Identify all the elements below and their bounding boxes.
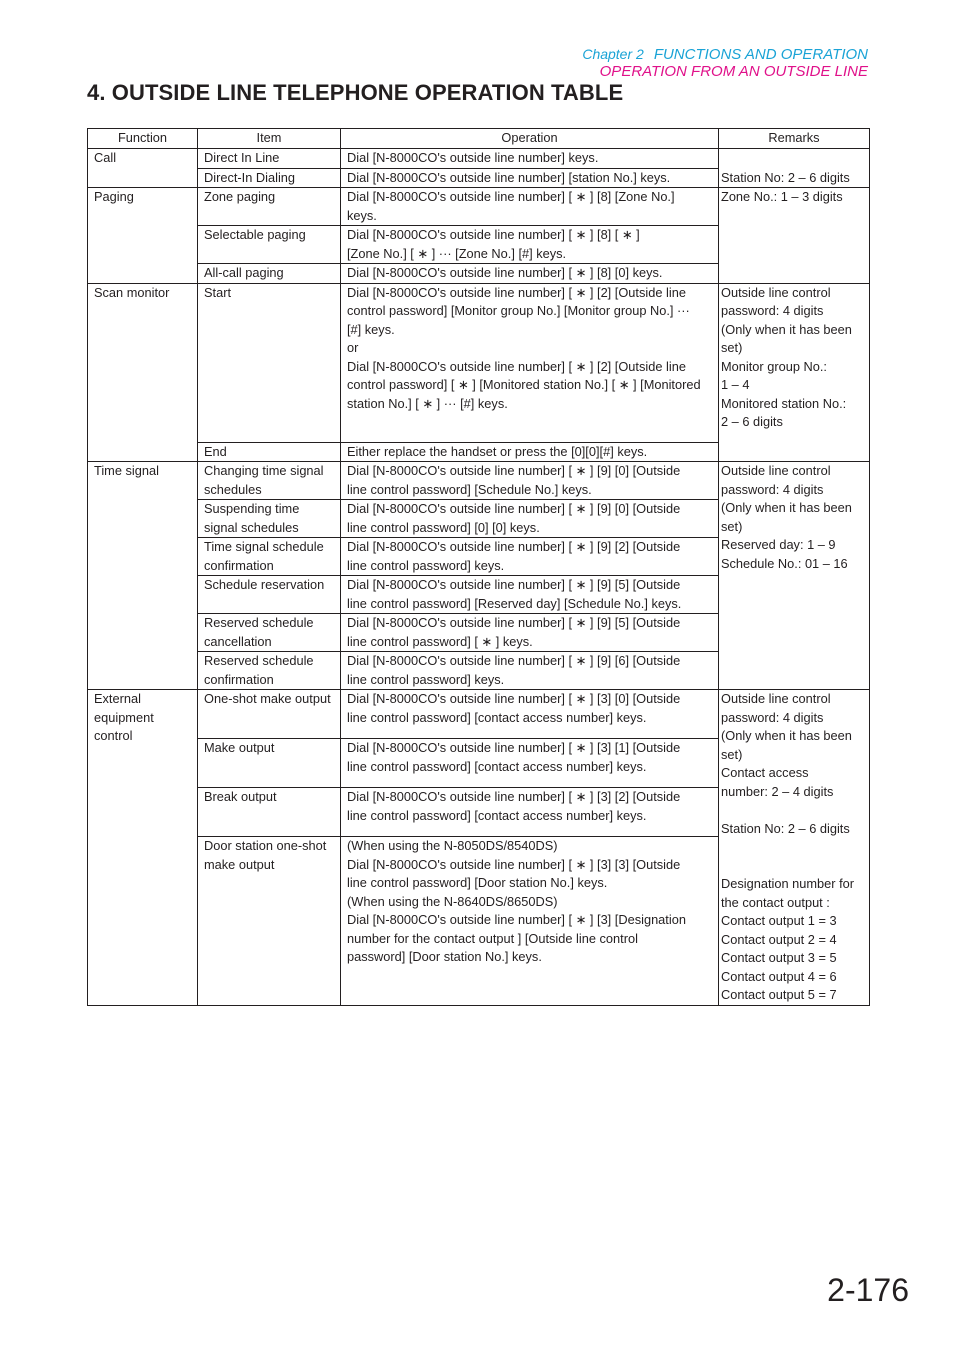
item-cell: Changing time signal schedules xyxy=(198,462,341,500)
operation-cell: Dial [N-8000CO's outside line number] [ ∗ ] [9] [0] [Outside line control password] [Schedule No.] keys. xyxy=(341,462,719,500)
function-cell-time-signal: Time signal xyxy=(88,462,198,690)
operation-cell: Dial [N-8000CO's outside line number] [ ∗ ] [8] [0] keys. xyxy=(341,264,719,284)
item-cell: Zone paging xyxy=(198,188,341,226)
operation-cell: Dial [N-8000CO's outside line number] [ ∗ ] [3] [1] [Outside line control password] [contact access number] keys. xyxy=(341,739,719,788)
item-cell: Suspending time signal schedules xyxy=(198,500,341,538)
column-header-remarks: Remarks xyxy=(719,129,870,149)
column-header-item: Item xyxy=(198,129,341,149)
operation-cell: Dial [N-8000CO's outside line number] [ ∗ ] [9] [5] [Outside line control password] [Reserved day] [Schedule No.] keys. xyxy=(341,576,719,614)
operation-cell: Dial [N-8000CO's outside line number] [ ∗ ] [3] [0] [Outside line control password] [contact access number] keys. xyxy=(341,690,719,739)
remarks-cell-paging: Zone No.: 1 – 3 digits xyxy=(719,188,870,284)
operation-cell: Dial [N-8000CO's outside line number] [ ∗ ] [9] [5] [Outside line control password] [ ∗ ] keys. xyxy=(341,614,719,652)
item-cell: Break output xyxy=(198,788,341,837)
page-title: 4. OUTSIDE LINE TELEPHONE OPERATION TABLE xyxy=(87,80,624,105)
item-cell: All-call paging xyxy=(198,264,341,284)
table-row xyxy=(88,283,870,442)
operation-table xyxy=(87,128,870,1006)
remarks-cell-time-signal: Outside line control password: 4 digits (Only when it has been set) Reserved day: 1 – 9 Schedule No.: 01 – 16 xyxy=(719,462,870,690)
operation-cell: Dial [N-8000CO's outside line number] [ ∗ ] [9] [6] [Outside line control password] keys. xyxy=(341,652,719,690)
item-cell: End xyxy=(198,442,341,462)
operation-cell: Dial [N-8000CO's outside line number] [ ∗ ] [9] [0] [Outside line control password] [0] [0] keys. xyxy=(341,500,719,538)
item-cell: Reserved schedule confirmation xyxy=(198,652,341,690)
table-row xyxy=(88,462,870,500)
function-cell-paging: Paging xyxy=(88,188,198,284)
table-header-row xyxy=(88,129,870,149)
item-cell: Reserved schedule cancellation xyxy=(198,614,341,652)
column-header-operation: Operation xyxy=(341,129,719,149)
item-cell: Time signal schedule confirmation xyxy=(198,538,341,576)
item-cell: Schedule reservation xyxy=(198,576,341,614)
chapter-label: Chapter 2 xyxy=(582,46,644,62)
section-label: FUNCTIONS AND OPERATION xyxy=(653,46,868,63)
table-row xyxy=(88,690,870,739)
function-cell-scan-monitor: Scan monitor xyxy=(88,283,198,462)
subsection-label: OPERATION FROM AN OUTSIDE LINE xyxy=(599,63,868,80)
item-cell: Direct In Line xyxy=(198,149,341,169)
remarks-cell-scan-monitor: Outside line control password: 4 digits (Only when it has been set) Monitor group No.: 1 – 4 Monitored station No.: 2 – 6 digits xyxy=(719,283,870,462)
operation-cell: (When using the N-8050DS/8540DS) Dial [N-8000CO's outside line number] [ ∗ ] [3] [3] [Outside line control password] [Door station No.] keys. (When using the N-8640DS/8650DS) Dial [N-8000CO's outside line number] [ ∗ ] [3] [Designation number for the contact output ] [Outside line control password] [Door station No.] keys. xyxy=(341,837,719,1005)
page-number: 2-176 xyxy=(827,1272,909,1308)
item-cell: Door station one-shot make output xyxy=(198,837,341,1005)
operation-cell: Dial [N-8000CO's outside line number] [ ∗ ] [8] [Zone No.] keys. xyxy=(341,188,719,226)
chapter-header xyxy=(582,45,868,64)
operation-cell: Dial [N-8000CO's outside line number] [station No.] keys. xyxy=(341,168,719,188)
operation-cell: Dial [N-8000CO's outside line number] keys. xyxy=(341,149,719,169)
operation-cell: Dial [N-8000CO's outside line number] [ ∗ ] [2] [Outside line control password] [Monitor group No.] [Monitor group No.] ··· [#] keys. or Dial [N-8000CO's outside line number] [ ∗ ] [2] [Outside line control password] [ ∗ ] [Monitored station No.] [ ∗ ] [Monitored station No.] [ ∗ ] ··· [#] keys. xyxy=(341,283,719,442)
table-row xyxy=(88,188,870,226)
operation-cell: Dial [N-8000CO's outside line number] [ ∗ ] [8] [ ∗ ] [Zone No.] [ ∗ ] ··· [Zone No.] [#] keys. xyxy=(341,226,719,264)
remarks-cell-external-equipment: Outside line control password: 4 digits (Only when it has been set) Contact access number: 2 – 4 digits Station No: 2 – 6 digits Designation number for the contact output : Contact output 1 = 3 Contact output 2 = 4 Contact output 3 = 5 Contact output 4 = 6 Contact output 5 = 7 xyxy=(719,690,870,1006)
item-cell: Selectable paging xyxy=(198,226,341,264)
function-cell-external-equipment: External equipment control xyxy=(88,690,198,1006)
item-cell: Start xyxy=(198,283,341,442)
operation-cell: Either replace the handset or press the [0][0][#] keys. xyxy=(341,442,719,462)
item-cell: Make output xyxy=(198,739,341,788)
table-row xyxy=(88,149,870,169)
remarks-cell-call: Station No: 2 – 6 digits xyxy=(719,149,870,188)
item-cell: Direct-In Dialing xyxy=(198,168,341,188)
function-cell-call: Call xyxy=(88,149,198,188)
column-header-function: Function xyxy=(88,129,198,149)
item-cell: One-shot make output xyxy=(198,690,341,739)
operation-cell: Dial [N-8000CO's outside line number] [ ∗ ] [3] [2] [Outside line control password] [contact access number] keys. xyxy=(341,788,719,837)
operation-cell: Dial [N-8000CO's outside line number] [ ∗ ] [9] [2] [Outside line control password] keys. xyxy=(341,538,719,576)
